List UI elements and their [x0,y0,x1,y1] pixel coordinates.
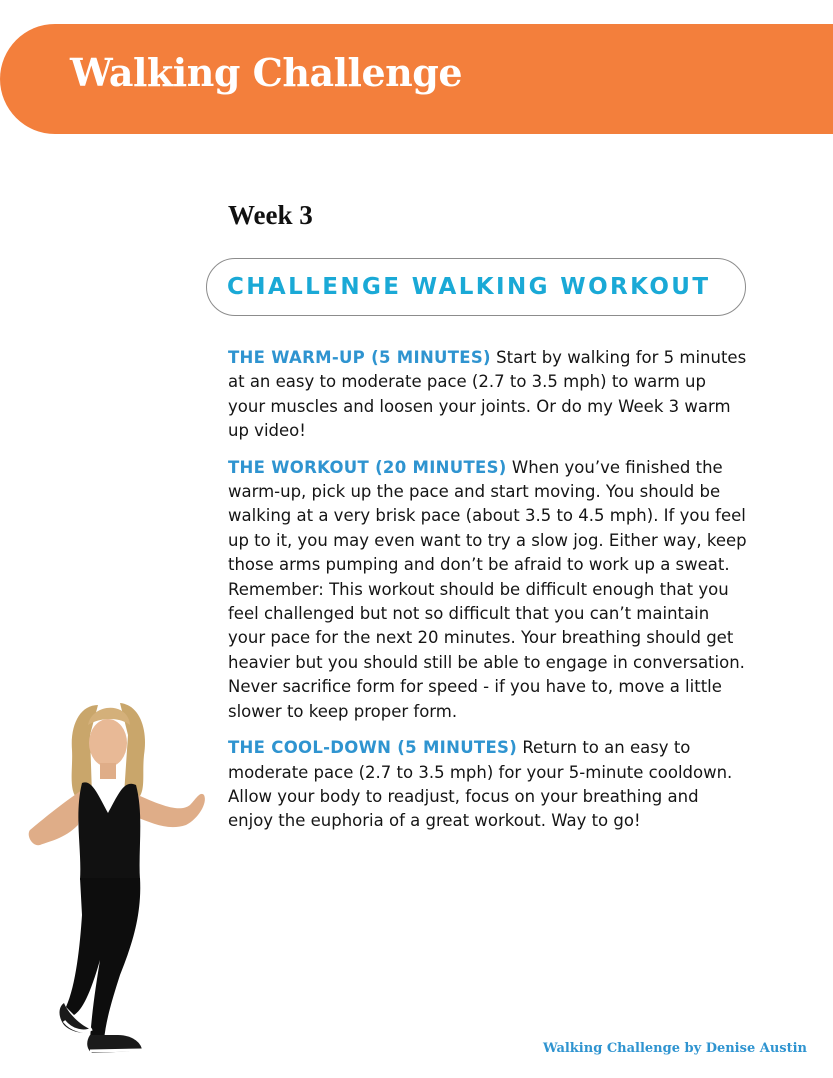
cooldown-heading: THE COOL-DOWN (5 MINUTES) [228,738,518,758]
cooldown-paragraph [228,736,748,834]
section-title-pill [206,258,746,316]
walking-woman-photo [20,695,235,1065]
workout-paragraph [228,456,748,724]
workout-content [228,346,748,846]
warmup-heading: THE WARM-UP (5 MINUTES) [228,348,491,367]
week-label: Week 3 [228,200,313,230]
page-title: Walking Challenge [70,50,463,95]
section-title: CHALLENGE WALKING WORKOUT [227,274,711,300]
workout-text: When you’ve finished the warm-up, pick up the pace and start moving. You should be walking at a very brisk pace (about 3.5 to 4.5 mph). If you feel up to it, you may even want to try a slow jog. Either way, keep those arms pumping and don’t be afraid to work up a sweat. Remember: This workout should be difficult enough that you feel challenged but not so difficult that you can’t maintain your pace for the next 20 minutes. Your breathing should get heavier but you should still be able to engage in conversation. Never sacrifice form for speed - if you have to, move a little slower to keep proper form. [228,457,747,721]
warmup-paragraph [228,346,748,444]
cooldown-text: Return to an easy to moderate pace (2.7 to 3.5 mph) for your 5-minute cooldown. Allow your body to readjust, focus on your breathing and enjoy the euphoria of a great workout. Way to go! [228,738,733,831]
workout-heading: THE WORKOUT (20 MINUTES) [228,457,507,477]
footer-credit: Walking Challenge by Denise Austin [542,1041,807,1056]
warmup-text: Start by walking for 5 minutes at an easy to moderate pace (2.7 to 3.5 mph) to warm up your muscles and loosen your joints. Or do my Week 3 warm up video! [228,348,747,441]
